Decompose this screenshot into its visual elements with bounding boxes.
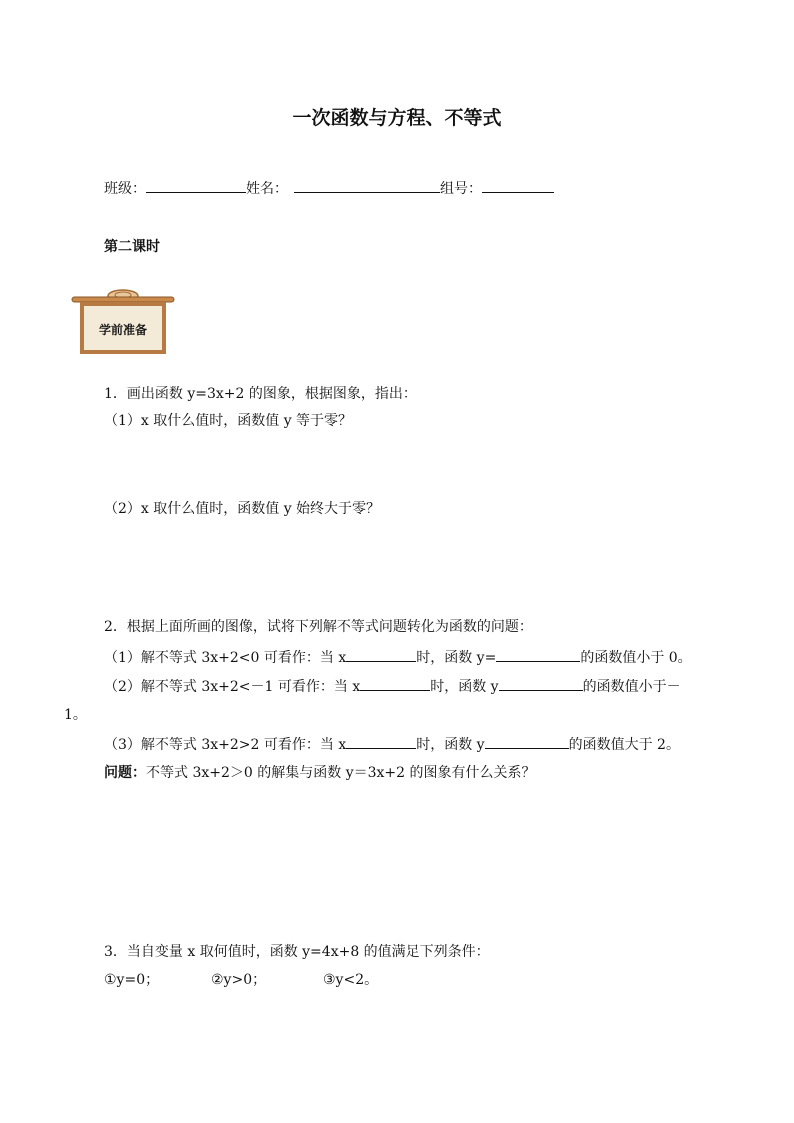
class-field[interactable] (146, 178, 246, 193)
q3-stem: 3．当自变量 x 取何值时，函数 y=4x+8 的值满足下列条件： (104, 944, 490, 960)
q2-p2-blank-y[interactable] (499, 676, 583, 691)
lesson-heading: 第二课时 (104, 239, 160, 255)
q2-question (104, 763, 536, 783)
q2-p2-text-b: 时，函数 y (430, 679, 499, 695)
q3-conditions (104, 970, 378, 990)
q3-condition-3: ③y<2。 (323, 972, 379, 988)
q2-p2-text-a: （2）解不等式 3x+2<－1 可看作：当 x (104, 679, 361, 695)
group-label: 组号： (440, 181, 482, 197)
class-label: 班级： (104, 181, 146, 197)
badge-board (80, 302, 166, 354)
student-info-line (104, 178, 554, 199)
q2-p1-blank-x[interactable] (346, 647, 416, 662)
q2-part2 (104, 676, 681, 697)
section-badge (70, 284, 176, 356)
q2-part2-wrap: 1。 (64, 707, 87, 723)
q2-p1-blank-y[interactable] (496, 647, 580, 662)
q1-part2: （2）x 取什么值时，函数值 y 始终大于零？ (104, 501, 381, 517)
q2-p3-blank-y[interactable] (485, 734, 569, 749)
q1-stem: 1．画出函数 y=3x+2 的图象，根据图象，指出： (104, 386, 417, 402)
q2-p1-text-c: 的函数值小于 0。 (580, 650, 692, 666)
q2-p3-text-b: 时，函数 y (416, 737, 485, 753)
q2-part3 (104, 734, 680, 755)
page-title: 一次函数与方程、不等式 (292, 107, 502, 129)
q1-part1: （1）x 取什么值时，函数值 y 等于零？ (104, 413, 353, 429)
q2-p1-text-b: 时，函数 y= (416, 650, 497, 666)
q2-p3-blank-x[interactable] (346, 734, 416, 749)
q3-condition-1: ①y=0； (104, 972, 160, 988)
question-text: 不等式 3x+2＞0 的解集与函数 y＝3x+2 的图象有什么关系？ (146, 765, 536, 781)
q2-part1 (104, 647, 692, 668)
group-field[interactable] (482, 178, 554, 193)
name-field[interactable] (294, 178, 440, 193)
question-label: 问题： (104, 765, 146, 781)
q2-stem: 2．根据上面所画的图像，试将下列解不等式问题转化为函数的问题： (104, 619, 533, 635)
badge-label: 学前准备 (98, 323, 147, 337)
q2-p2-blank-x[interactable] (360, 676, 430, 691)
q2-p2-text-c: 的函数值小于－ (582, 679, 681, 695)
name-label: 姓名： (246, 181, 288, 197)
q3-condition-2: ②y>0； (211, 972, 267, 988)
q2-p3-text-a: （3）解不等式 3x+2>2 可看作：当 x (104, 737, 347, 753)
q2-p1-text-a: （1）解不等式 3x+2<0 可看作：当 x (104, 650, 347, 666)
q2-p3-text-c: 的函数值大于 2。 (568, 737, 680, 753)
